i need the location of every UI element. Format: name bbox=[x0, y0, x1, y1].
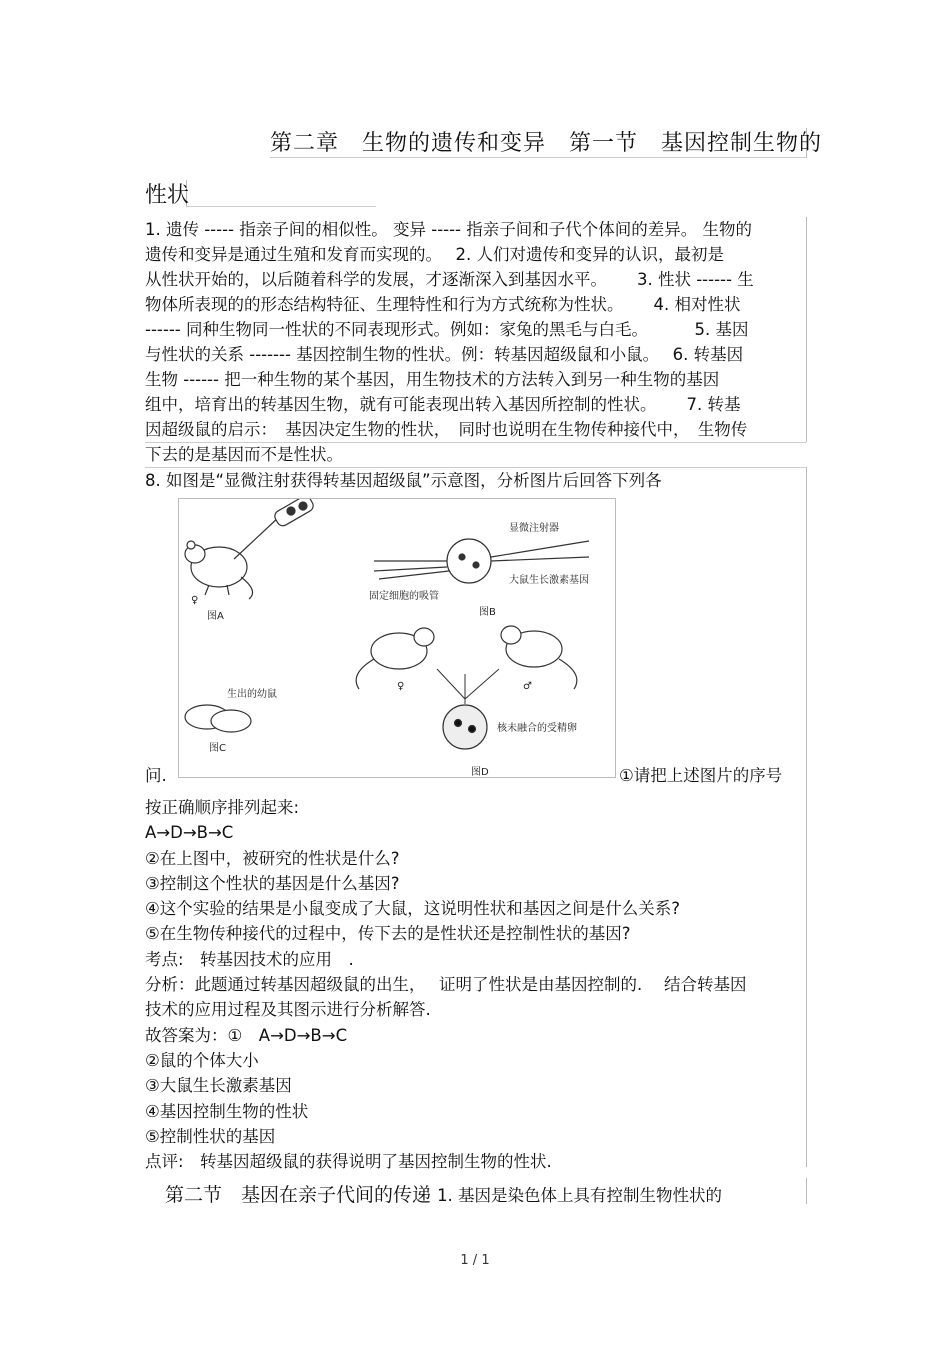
section-2-heading bbox=[165, 1180, 722, 1207]
paragraph-line: 1. 遗传 ----- 指亲子间的相似性。 变异 ----- 指亲子间和子代个体间的差异。 生物的 bbox=[145, 220, 752, 239]
text-line: ④基因控制生物的性状 bbox=[145, 1101, 309, 1121]
label-fig-a: 图A bbox=[207, 611, 224, 622]
pups-icon bbox=[185, 705, 251, 732]
text-line: ②鼠的个体大小 bbox=[145, 1050, 259, 1070]
male-symbol: ♂ bbox=[523, 681, 532, 692]
text-line: 技术的应用过程及其图示进行分析解答. bbox=[145, 1000, 431, 1020]
label-fig-b: 图B bbox=[479, 607, 496, 618]
section-2-text: 1. 基因是染色体上具有控制生物性状的 bbox=[437, 1186, 723, 1205]
divider bbox=[806, 1178, 807, 1204]
label-injector: 显微注射器 bbox=[509, 523, 559, 534]
paragraph-line: 与性状的关系 ------- 基因控制生物的性状。例：转基因超级鼠和小鼠。 6. 转基因 bbox=[145, 345, 744, 364]
label-egg: 核未融合的受精卵 bbox=[497, 723, 577, 734]
text-line: ③控制这个性状的基因是什么基因? bbox=[145, 873, 400, 893]
label-gene: 大鼠生长激素基因 bbox=[509, 575, 589, 586]
female-symbol: ♀ bbox=[191, 595, 199, 606]
female-symbol: ♀ bbox=[397, 681, 405, 692]
section-2-title: 第二节 基因在亲子代间的传递 bbox=[165, 1184, 432, 1206]
label-pups: 生出的幼鼠 bbox=[227, 689, 277, 700]
paragraph-line: 物体所表现的的形态结构特征、生理特性和行为方式统称为性状。 4. 相对性状 bbox=[145, 295, 741, 314]
text-line: 故答案为：① A→D→B→C bbox=[145, 1025, 348, 1045]
text-line: A→D→B→C bbox=[145, 823, 234, 843]
sub-question-1: ①请把上述图片的序号 bbox=[619, 766, 783, 785]
label-fig-c: 图C bbox=[209, 743, 226, 754]
paragraph-line: 因超级鼠的启示： 基因决定生物的性状， 同时也说明在生物传种接代中， 生物传 bbox=[145, 420, 748, 439]
divider bbox=[186, 206, 376, 207]
qa-lines bbox=[145, 795, 807, 1174]
label-pipette: 固定细胞的吸管 bbox=[369, 591, 439, 602]
question-continued: 问. bbox=[145, 766, 167, 785]
question-8: 8. 如图是“显微注射获得转基因超级鼠”示意图，分析图片后回答下列各 bbox=[145, 471, 662, 490]
text-line: 分析：此题通过转基因超级鼠的出生， 证明了性状是由基因控制的. 结合转基因 bbox=[145, 975, 747, 995]
text-line: ②在上图中，被研究的性状是什么? bbox=[145, 848, 400, 868]
paragraph-line: 生物 ------ 把一种生物的某个基因，用生物技术的方法转入到另一种生物的基因 bbox=[145, 370, 720, 389]
notes-paragraph bbox=[145, 217, 807, 467]
paragraph-line: 从性状开始的，以后随着科学的发展，才逐渐深入到基因水平。 3. 性状 ------ 生 bbox=[145, 270, 754, 289]
text-line: 考点: 转基因技术的应用 . bbox=[145, 949, 354, 969]
paragraph-line: 遗传和变异是通过生殖和发育而实现的。 2. 人们对遗传和变异的认识，最初是 bbox=[145, 245, 724, 264]
divider bbox=[270, 157, 806, 158]
text-line: ④这个实验的结果是小鼠变成了大鼠，这说明性状和基因之间是什么关系? bbox=[145, 899, 681, 919]
text-line: 点评: 转基因超级鼠的获得说明了基因控制生物的性状. bbox=[145, 1152, 552, 1172]
paragraph-line: ------ 同种生物同一性状的不同表现形式。例如：家兔的黑毛与白毛。 5. 基因 bbox=[145, 320, 749, 339]
fertilized-egg-icon bbox=[443, 705, 487, 749]
transgenic-mouse-figure bbox=[178, 498, 616, 778]
figure-drawing bbox=[179, 499, 615, 777]
chapter-title-continued: 性状 bbox=[145, 183, 190, 208]
mouse-icon bbox=[501, 626, 577, 689]
text-line: ③大鼠生长激素基因 bbox=[145, 1076, 292, 1096]
page-number: 1 / 1 bbox=[460, 1253, 490, 1268]
text-line: ⑤控制性状的基因 bbox=[145, 1126, 276, 1146]
paragraph-line: 组中，培育出的转基因生物，就有可能表现出转入基因所控制的性状。 7. 转基 bbox=[145, 395, 741, 414]
mouse-icon bbox=[356, 628, 434, 689]
label-fig-d: 图D bbox=[471, 767, 489, 778]
syringe-icon bbox=[234, 499, 315, 559]
mouse-icon bbox=[185, 541, 253, 599]
text-line: 按正确顺序排列起来: bbox=[145, 798, 300, 817]
chapter-title: 第二章 生物的遗传和变异 第一节 基因控制生物的 bbox=[270, 131, 823, 156]
text-line: ⑤在生物传种接代的过程中，传下去的是性状还是控制性状的基因? bbox=[145, 924, 631, 944]
paragraph-line: 下去的是基因而不是性状。 bbox=[145, 445, 343, 464]
